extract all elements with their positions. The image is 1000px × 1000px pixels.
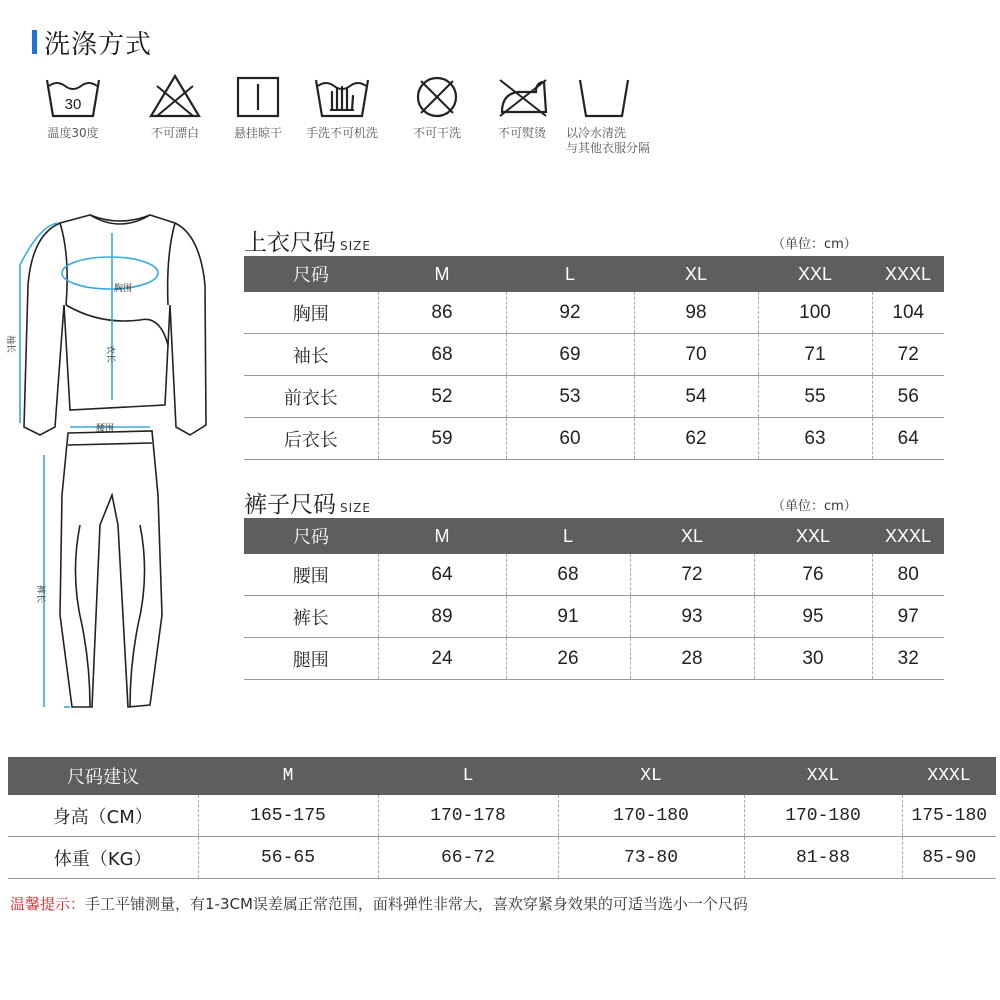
row-label: 身高（CM） [8, 795, 198, 837]
pants-length-label: 裤长 [35, 585, 45, 604]
table-row [244, 638, 944, 680]
no-bleach-icon [145, 72, 205, 120]
table-cell: 64 [872, 418, 944, 460]
top-table-unit: （单位：cm） [772, 237, 857, 252]
table-cell: 97 [872, 596, 944, 638]
table-cell: 91 [506, 596, 630, 638]
table-cell: 71 [758, 334, 872, 376]
care-item-no-bleach [130, 72, 220, 141]
header-cell: L [506, 518, 630, 554]
table-cell: 53 [506, 376, 634, 418]
table-cell: 93 [630, 596, 754, 638]
table-cell: 80 [872, 554, 944, 596]
care-item-hand-wash [297, 72, 387, 141]
table-cell: 66-72 [378, 837, 558, 879]
pants-table-title-text: 裤子尺码 [244, 492, 336, 518]
table-row [244, 376, 944, 418]
table-cell: 81-88 [744, 837, 902, 879]
table-cell: 30 [754, 638, 872, 680]
cold-wash-icon [574, 72, 634, 120]
tip-text: 手工平铺测量，有1-3CM误差属正常范围，面料弹性非常大，喜欢穿紧身效果的可适当选小一个尺码 [85, 895, 748, 913]
pants-drawing [60, 431, 162, 707]
top-table-title [244, 224, 371, 257]
table-cell: 104 [872, 292, 944, 334]
pants-table-title [244, 486, 371, 519]
care-item-no-dry-clean [392, 72, 482, 141]
table-cell: 98 [634, 292, 758, 334]
pants-size-table [244, 518, 944, 680]
table-cell: 72 [872, 334, 944, 376]
row-label: 袖长 [244, 334, 378, 376]
row-label: 后衣长 [244, 418, 378, 460]
table-cell: 56 [872, 376, 944, 418]
row-label: 裤长 [244, 596, 378, 638]
wash-section-title: 洗涤方式 [44, 30, 153, 60]
table-cell: 70 [634, 334, 758, 376]
table-row [244, 596, 944, 638]
table-cell: 170-178 [378, 795, 558, 837]
table-cell: 89 [378, 596, 506, 638]
table-cell: 68 [506, 554, 630, 596]
section-accent-bar [32, 30, 37, 54]
care-item-no-iron [477, 72, 567, 141]
table-cell: 62 [634, 418, 758, 460]
shirt-drawing [24, 215, 206, 435]
header-cell: M [198, 757, 378, 795]
pants-table-size-word: SIZE [340, 501, 371, 515]
header-cell: XXXL [872, 256, 944, 292]
table-cell: 59 [378, 418, 506, 460]
header-cell: XXL [754, 518, 872, 554]
table-cell: 95 [754, 596, 872, 638]
garment-illustration [0, 195, 225, 725]
table-row [244, 554, 944, 596]
care-caption: 手洗不可机洗 [305, 126, 378, 140]
header-cell: XL [634, 256, 758, 292]
table-cell: 52 [378, 376, 506, 418]
header-cell: XXL [758, 256, 872, 292]
header-cell: 尺码建议 [8, 757, 198, 795]
wash-30-icon [43, 72, 103, 120]
table-cell: 26 [506, 638, 630, 680]
table-header-row [244, 256, 944, 292]
table-cell: 63 [758, 418, 872, 460]
wash-temperature-number: 30 [64, 96, 82, 113]
sleeve-label: 袖长 [5, 335, 15, 354]
row-label: 体重（KG） [8, 837, 198, 879]
table-row [244, 418, 944, 460]
table-row [8, 837, 996, 879]
table-cell: 165-175 [198, 795, 378, 837]
table-cell: 69 [506, 334, 634, 376]
hang-dry-icon [228, 72, 288, 120]
measure-lines [20, 223, 158, 707]
table-cell: 54 [634, 376, 758, 418]
size-recommendation-table [8, 757, 996, 879]
no-iron-icon [492, 72, 552, 120]
hand-wash-icon [312, 72, 372, 120]
chest-label: 胸围 [114, 284, 133, 294]
header-cell: XL [630, 518, 754, 554]
table-cell: 170-180 [558, 795, 744, 837]
table-cell: 76 [754, 554, 872, 596]
care-caption-line2: 与其他衣服分隔 [566, 141, 651, 155]
row-label: 胸围 [244, 292, 378, 334]
care-item-wash-30 [28, 72, 118, 141]
table-cell: 175-180 [902, 795, 996, 837]
table-header-row [8, 757, 996, 795]
table-cell: 24 [378, 638, 506, 680]
care-caption: 不可漂白 [150, 126, 199, 140]
table-cell: 68 [378, 334, 506, 376]
table-cell: 60 [506, 418, 634, 460]
care-item-hang-dry [213, 72, 303, 141]
header-cell: M [378, 256, 506, 292]
table-cell: 32 [872, 638, 944, 680]
table-cell: 92 [506, 292, 634, 334]
table-cell: 100 [758, 292, 872, 334]
header-cell: XXL [744, 757, 902, 795]
table-cell: 170-180 [744, 795, 902, 837]
care-item-cold-wash [566, 72, 666, 156]
care-caption: 悬挂晾干 [233, 126, 282, 140]
header-cell: 尺码 [244, 256, 378, 292]
table-cell: 73-80 [558, 837, 744, 879]
tip-label: 温馨提示： [10, 895, 86, 913]
table-row [244, 292, 944, 334]
care-caption: 不可干洗 [412, 126, 461, 140]
row-label: 前衣长 [244, 376, 378, 418]
header-cell: XXXL [872, 518, 944, 554]
table-cell: 72 [630, 554, 754, 596]
no-dry-clean-icon [407, 72, 467, 120]
row-label: 腿围 [244, 638, 378, 680]
header-cell: M [378, 518, 506, 554]
header-cell: 尺码 [244, 518, 378, 554]
top-table-title-text: 上衣尺码 [244, 230, 336, 256]
top-size-table [244, 256, 944, 460]
header-cell: L [378, 757, 558, 795]
row-label: 腰围 [244, 554, 378, 596]
table-cell: 85-90 [902, 837, 996, 879]
table-cell: 64 [378, 554, 506, 596]
table-cell: 86 [378, 292, 506, 334]
care-caption: 不可熨烫 [497, 126, 546, 140]
table-row [244, 334, 944, 376]
front-length-label: 衣长 [105, 345, 115, 364]
top-table-size-word: SIZE [340, 239, 371, 253]
table-cell: 28 [630, 638, 754, 680]
care-caption: 以冷水清洗 [566, 126, 627, 140]
table-cell: 56-65 [198, 837, 378, 879]
header-cell: XL [558, 757, 744, 795]
header-cell: XXXL [902, 757, 996, 795]
table-header-row [244, 518, 944, 554]
pants-table-unit: （单位：cm） [772, 499, 857, 514]
waist-label: 腰围 [96, 424, 115, 434]
warm-tip [10, 893, 748, 914]
table-row [8, 795, 996, 837]
care-caption: 温度30度 [47, 126, 99, 140]
table-cell: 55 [758, 376, 872, 418]
header-cell: L [506, 256, 634, 292]
